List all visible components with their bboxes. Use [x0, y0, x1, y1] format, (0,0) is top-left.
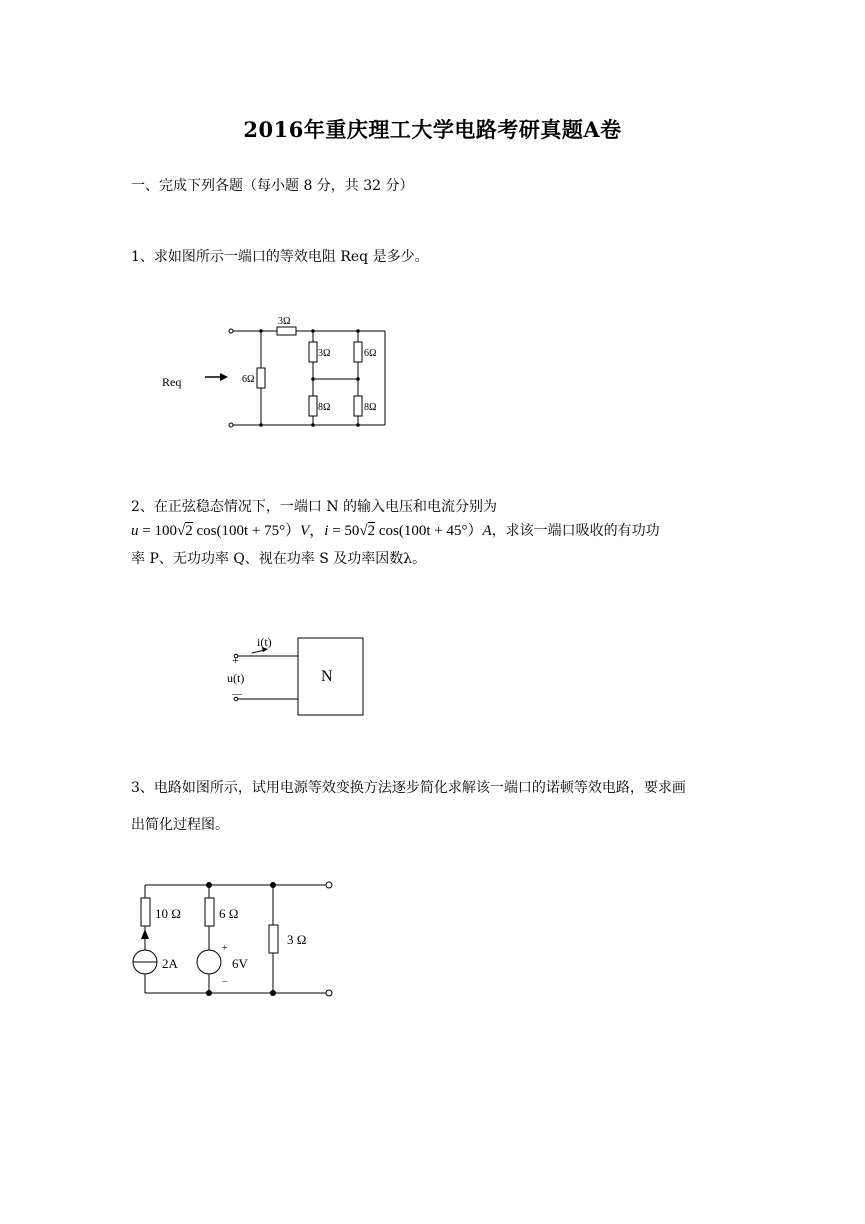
label-minus: − — [222, 977, 228, 988]
label-r-mid-top: 3Ω — [318, 348, 331, 359]
label-current-source: 2A — [162, 956, 178, 971]
question-3-line2: 出简化过程图。 — [131, 817, 229, 833]
current-direction-arrow — [141, 929, 149, 939]
question-2-line1: 2、在正弦稳态情况下，一端口 N 的输入电压和电流分别为 — [131, 499, 498, 515]
voltage-source-6v — [197, 950, 221, 974]
question-2-line2-tail: ，求该一端口吸收的有功功 — [491, 523, 660, 539]
page-title: 2016年重庆理工大学电路考研真题A卷 — [243, 117, 622, 142]
req-label: Req — [162, 375, 182, 389]
resistor-6ohm — [205, 898, 214, 926]
question-2-line3: 率 P、无功功率 Q、视在功率 S 及功率因数λ。 — [131, 551, 427, 567]
label-r-top: 3Ω — [278, 316, 291, 327]
label-r-10ohm: 10 Ω — [155, 906, 181, 921]
question-3-line1: 3、电路如图所示，试用电源等效变换方法逐步简化求解该一端口的诺顿等效电路，要求画 — [131, 780, 686, 796]
question-2-formula-line: u = 100√2 cos(100t + 75°）V，i = 50√2 cos(100t + 45°）A，求该一端口吸收的有功功 — [131, 523, 660, 539]
section-heading: 一、完成下列各题（每小题 8 分，共 32 分） — [131, 178, 414, 194]
label-r-6ohm: 6 Ω — [219, 906, 239, 921]
u-expr: = 100 — [138, 523, 177, 539]
u-root: 2 — [185, 523, 193, 539]
u-cos: cos(100t + 75°） — [192, 523, 301, 539]
label-current: i(t) — [257, 635, 272, 649]
label-plus: + — [222, 943, 228, 954]
terminal-bottom — [326, 990, 332, 996]
label-r-right-bottom: 8Ω — [364, 402, 377, 413]
label-r-mid-bottom: 8Ω — [318, 402, 331, 413]
terminal-top — [326, 882, 332, 888]
i-expr: = 50 — [328, 523, 360, 539]
label-plus: + — [232, 653, 239, 667]
i-symbol: i — [324, 523, 329, 539]
label-network-n: N — [321, 668, 333, 685]
label-r-right-top: 6Ω — [364, 348, 377, 359]
resistor-10ohm — [141, 898, 150, 926]
i-root: 2 — [367, 523, 376, 539]
label-voltage-source: 6V — [232, 956, 248, 971]
u-unit: V — [300, 523, 310, 539]
label-minus: — — [232, 689, 242, 700]
i-cos: cos(100t + 45°） — [375, 523, 483, 539]
u-symbol: u — [131, 523, 139, 539]
label-r-left: 6Ω — [242, 374, 255, 385]
question-1-text: 1、求如图所示一端口的等效电阻 Req 是多少。 — [131, 249, 429, 265]
label-voltage: u(t) — [227, 671, 245, 685]
resistor-3ohm — [269, 925, 278, 953]
i-unit: A — [482, 523, 492, 539]
label-r-3ohm: 3 Ω — [287, 932, 307, 947]
